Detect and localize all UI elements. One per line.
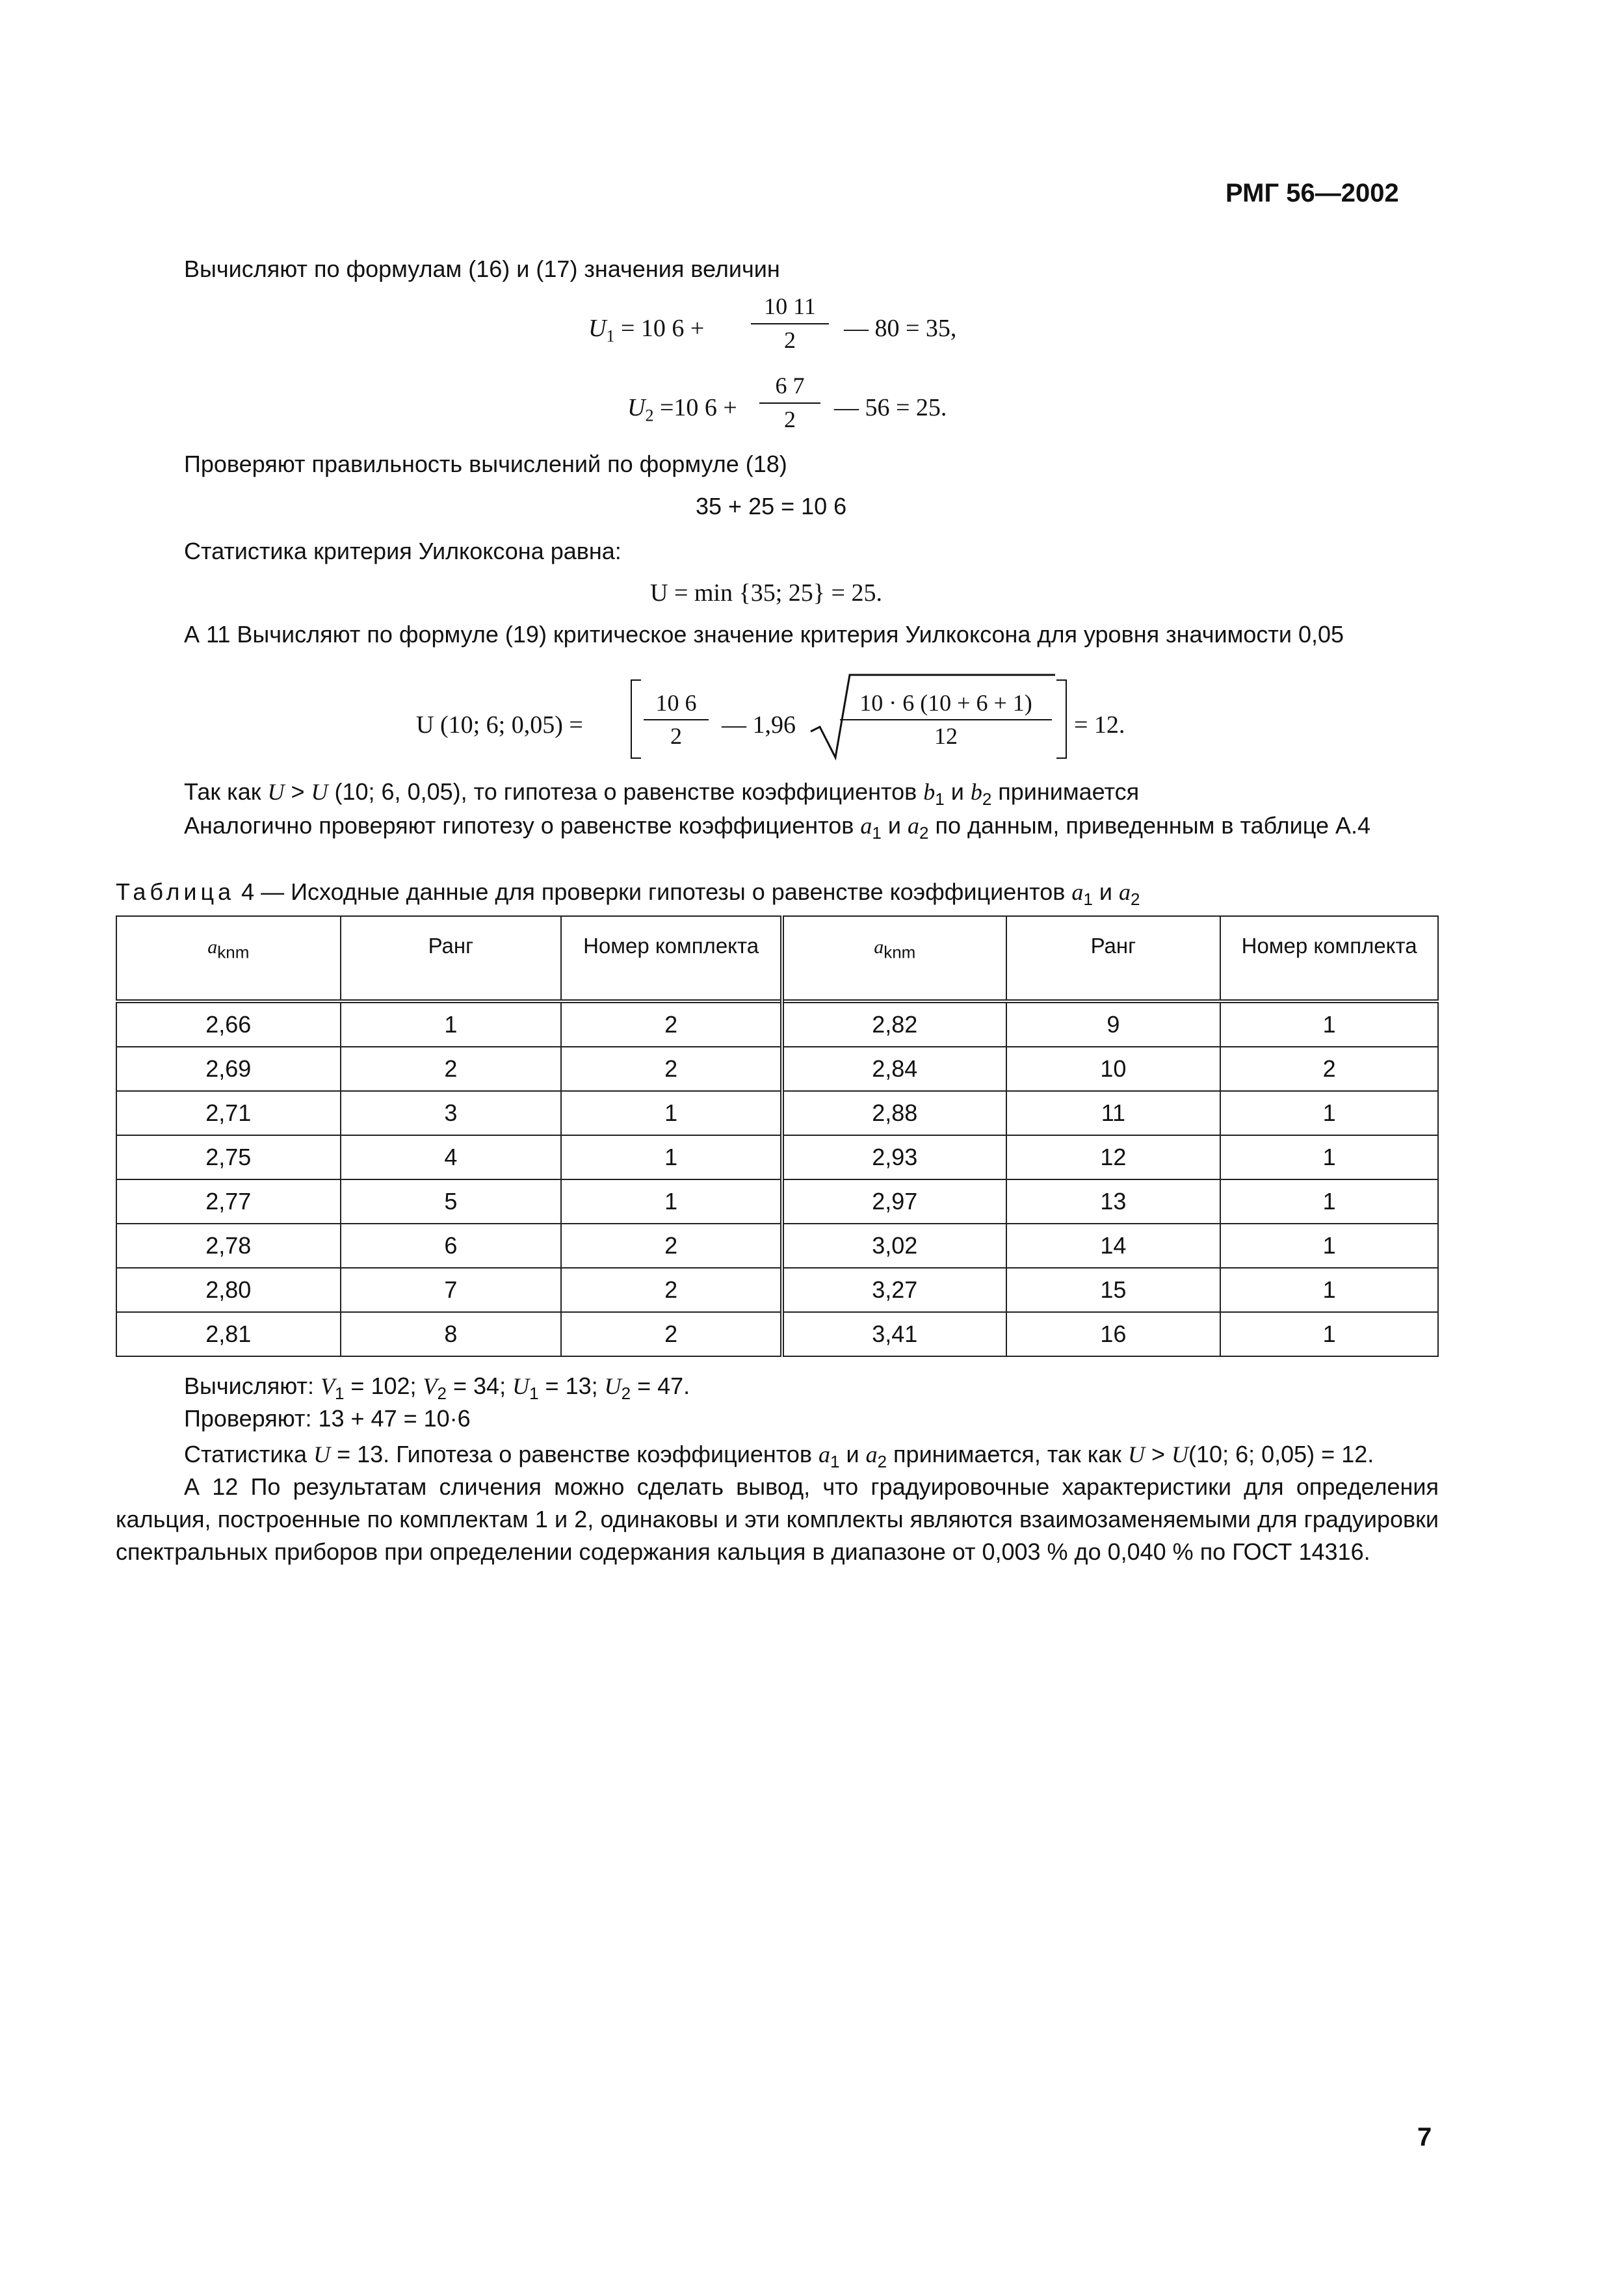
table-cell: 2 — [341, 1047, 562, 1091]
table-cell: 8 — [341, 1312, 562, 1356]
table-header-rank-left: Ранг — [341, 916, 562, 1001]
page-number: 7 — [1417, 2123, 1432, 2151]
stat-line-e: > — [1145, 1441, 1172, 1467]
table-cell: 1 — [1220, 1312, 1438, 1356]
table-cell: 15 — [1006, 1268, 1221, 1312]
table-cell: 11 — [1006, 1091, 1221, 1135]
stat-line-u2: U — [1128, 1441, 1146, 1467]
table-row — [116, 1179, 1438, 1224]
table-row — [116, 1047, 1438, 1091]
stat-line-a: Статистика — [184, 1441, 314, 1467]
table-cell: 1 — [1220, 1268, 1438, 1312]
since-text-u2: U — [311, 779, 328, 805]
table-cell: 2 — [1220, 1047, 1438, 1091]
formula-crit-bar2 — [840, 719, 1052, 720]
table-caption-rest: 4 — Исходные данные для проверки гипотезы о равенстве коэффициентов — [235, 878, 1072, 905]
table-cell: 3 — [341, 1091, 562, 1135]
table-cell: 16 — [1006, 1312, 1221, 1356]
compute-line-v2: V — [423, 1373, 438, 1399]
similar-text-v1: a — [860, 813, 872, 839]
table-caption-d: и — [1092, 878, 1119, 905]
formula-crit-den2: 12 — [934, 723, 958, 749]
since-text-s1: 1 — [935, 789, 945, 809]
bracket-left — [631, 679, 641, 759]
formula-u1-sub: 1 — [606, 326, 615, 346]
table-caption-v1: a — [1071, 879, 1084, 905]
table-cell: 2 — [561, 1224, 782, 1268]
stat-line-v1: a — [818, 1441, 830, 1467]
compute-line-c: = 34; — [447, 1373, 513, 1399]
table-cell: 2,77 — [116, 1179, 341, 1224]
table-cell: 5 — [341, 1179, 562, 1224]
table-row — [116, 1135, 1438, 1179]
formula-crit-rhs: = 12. — [1074, 711, 1125, 739]
formula-u1-tail: — 80 = 35, — [844, 315, 957, 342]
since-text-v2: b — [970, 779, 982, 805]
table-caption-v2: a — [1118, 879, 1131, 905]
table-caption-label: Таблица — [116, 878, 235, 905]
formula-u1-eq: = 10 6 + — [620, 315, 705, 342]
a12-paragraph: А 12 По результатам сличения можно сделать вывод, что градуировочные характеристики для определения кальция, построенные по комплектам 1 и 2, одинаковы и эти комплекты являются взаимозаменяемыми для градуировки спектральных приборов при определении содержания кальция в диапазоне от 0,003 % до 0,040 % по ГОСТ 14316. — [116, 1473, 1439, 1565]
compute-line-s2: 2 — [437, 1384, 447, 1404]
table-cell: 1 — [1220, 1179, 1438, 1224]
formula-crit-num2: 10 · 6 (10 + 6 + 1) — [859, 690, 1032, 716]
formula-crit-bar1 — [644, 719, 709, 720]
table-cell: 2,82 — [782, 1001, 1006, 1047]
since-text-d: и — [944, 778, 971, 805]
similar-text-a: Аналогично проверяют гипотезу о равенстве коэффициентов — [184, 812, 861, 839]
table-cell: 2,78 — [116, 1224, 341, 1268]
table-cell: 10 — [1006, 1047, 1221, 1091]
table-caption-s1: 1 — [1083, 889, 1093, 910]
table-cell: 3,02 — [782, 1224, 1006, 1268]
table-row — [116, 1001, 1438, 1047]
table-cell: 13 — [1006, 1179, 1221, 1224]
since-text-e: принимается — [991, 778, 1140, 805]
data-table — [116, 915, 1439, 1357]
similar-text-s1: 1 — [872, 823, 882, 843]
stat-line-s1: 1 — [830, 1452, 840, 1472]
table-cell: 1 — [1220, 1001, 1438, 1047]
table-cell: 1 — [1220, 1135, 1438, 1179]
since-text-a: Так как — [184, 778, 268, 805]
table-header-a-left-sub: knm — [217, 942, 250, 962]
formula-u1-bar — [751, 323, 829, 324]
table-cell: 12 — [1006, 1135, 1221, 1179]
formula-u1-num: 10 11 — [764, 293, 816, 319]
table-cell: 1 — [561, 1179, 782, 1224]
table-cell: 2,71 — [116, 1091, 341, 1135]
table-cell: 14 — [1006, 1224, 1221, 1268]
similar-text-v2: a — [908, 813, 919, 839]
table-cell: 6 — [341, 1224, 562, 1268]
table-cell: 2,66 — [116, 1001, 341, 1047]
compute-line-s1: 1 — [334, 1384, 345, 1404]
formula-crit-lhs: U (10; 6; 0,05) = — [416, 711, 583, 739]
since-text-v1: b — [923, 779, 936, 805]
compute-line-v3: U — [512, 1373, 530, 1399]
compute-line-d: = 13; — [538, 1373, 605, 1399]
table-cell: 9 — [1006, 1001, 1221, 1047]
table-cell: 1 — [341, 1001, 562, 1047]
table-header-a-left-var: a — [207, 936, 218, 958]
since-text-u: U — [267, 779, 285, 805]
stat-line-c: и — [839, 1441, 866, 1467]
a11-text: А 11 Вычисляют по формуле (19) критическое значение критерия Уилкоксона для уровня значимости 0,05 — [184, 621, 1344, 648]
compute-line-s3: 1 — [529, 1384, 539, 1404]
table-header-a-right-var: a — [874, 936, 884, 958]
formula-u1-den: 2 — [784, 327, 796, 353]
table-cell: 1 — [1220, 1224, 1438, 1268]
compute-line-b: = 102; — [344, 1373, 423, 1399]
stat-line-u3: U — [1172, 1441, 1189, 1467]
table-cell: 2,69 — [116, 1047, 341, 1091]
table-cell: 1 — [561, 1091, 782, 1135]
stat-line-u: U — [313, 1441, 331, 1467]
table-row — [116, 1268, 1438, 1312]
bracket-right — [1056, 679, 1067, 759]
similar-text-s2: 2 — [919, 823, 929, 843]
formula-crit-num1: 10 6 — [655, 690, 697, 716]
table-header-set-left: Номер комплекта — [561, 916, 782, 1001]
table-cell: 2,81 — [116, 1312, 341, 1356]
statistic-intro: Статистика критерия Уилкоксона равна: — [184, 538, 622, 564]
formula-u2-tail: — 56 = 25. — [834, 394, 947, 421]
table-cell: 3,27 — [782, 1268, 1006, 1312]
formula-u1-lhs: U — [588, 315, 607, 342]
stat-line-s2: 2 — [877, 1452, 887, 1472]
since-text — [184, 778, 1139, 813]
document-code: РМГ 56—2002 — [1225, 179, 1399, 207]
stat-line-b: = 13. Гипотеза о равенстве коэффициентов — [330, 1441, 819, 1467]
table-cell: 2 — [561, 1047, 782, 1091]
table-row — [116, 1312, 1438, 1356]
since-text-s2: 2 — [982, 789, 992, 809]
table-row — [116, 1091, 1438, 1135]
formula-u2-den: 2 — [784, 406, 796, 432]
compute-line-a: Вычисляют: — [184, 1373, 321, 1399]
table-cell: 3,41 — [782, 1312, 1006, 1356]
table-cell: 2,84 — [782, 1047, 1006, 1091]
table-cell: 1 — [561, 1135, 782, 1179]
formula-crit-mid: — 1,96 — [722, 711, 796, 739]
compute-line — [184, 1372, 690, 1408]
formula-crit-den1: 2 — [670, 723, 682, 749]
formula-u2-eq: =10 6 + — [659, 394, 737, 421]
table-header-row — [116, 916, 1438, 1001]
similar-text — [184, 811, 1370, 847]
table-cell: 2,97 — [782, 1179, 1006, 1224]
table-cell: 2,75 — [116, 1135, 341, 1179]
table-row — [116, 1224, 1438, 1268]
table-header-a-right — [782, 916, 1006, 1001]
statistic-equation: U = min {35; 25} = 25. — [650, 579, 882, 607]
table-header-a-right-sub: knm — [884, 942, 916, 962]
formula-u2-bar — [759, 402, 820, 404]
compute-line-v1: V — [320, 1373, 335, 1399]
compute-line-s4: 2 — [621, 1384, 631, 1404]
formula-u2-sub: 2 — [645, 406, 654, 425]
table-cell: 2,93 — [782, 1135, 1006, 1179]
compute-line-v4: U — [604, 1373, 622, 1399]
stat-line-f: (10; 6; 0,05) = 12. — [1188, 1441, 1374, 1467]
similar-text-c: по данным, приведенным в таблице А.4 — [928, 812, 1371, 839]
intro-text: Вычисляют по формулам (16) и (17) значения величин — [184, 256, 780, 282]
verify-line: Проверяют: 13 + 47 = 10·6 — [184, 1405, 471, 1432]
table-caption — [116, 878, 1140, 914]
table-header-a-left — [116, 916, 341, 1001]
table-cell: 2 — [561, 1268, 782, 1312]
table-cell: 1 — [1220, 1091, 1438, 1135]
table-cell: 2,80 — [116, 1268, 341, 1312]
table-cell: 7 — [341, 1268, 562, 1312]
stat-line-v2: a — [865, 1441, 878, 1467]
table-cell: 2 — [561, 1001, 782, 1047]
stat-line-d: принимается, так как — [887, 1441, 1129, 1467]
formula-u2-num: 6 7 — [775, 373, 805, 399]
since-text-b: > — [284, 778, 311, 805]
since-text-c: (10; 6, 0,05), то гипотеза о равенстве коэффициентов — [328, 778, 924, 805]
check-intro: Проверяют правильность вычислений по формуле (18) — [184, 451, 787, 477]
check-equation: 35 + 25 = 10 6 — [696, 493, 847, 519]
similar-text-b: и — [881, 812, 908, 839]
table-caption-s2: 2 — [1130, 889, 1140, 910]
table-cell: 2,88 — [782, 1091, 1006, 1135]
table-cell: 4 — [341, 1135, 562, 1179]
table-cell: 2 — [561, 1312, 782, 1356]
formula-u2-lhs: U — [627, 394, 646, 421]
table-header-rank-right: Ранг — [1006, 916, 1221, 1001]
table-header-set-right: Номер комплекта — [1220, 916, 1438, 1001]
compute-line-e: = 47. — [631, 1373, 690, 1399]
